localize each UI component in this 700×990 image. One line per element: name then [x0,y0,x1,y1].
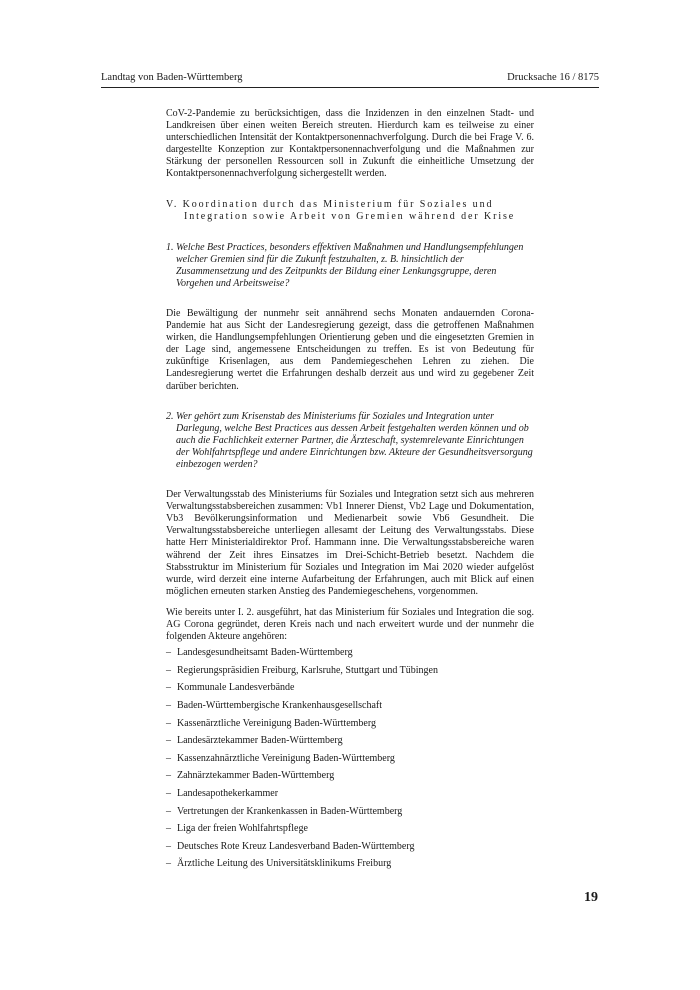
list-item [166,718,534,736]
list-dash: – [166,840,171,852]
list-dash: – [166,787,171,799]
list-item-text: Kassenärztliche Vereinigung Baden-Württemberg [177,717,377,729]
list-dash: – [166,647,171,659]
list-item-text: Regierungspräsidien Freiburg, Karlsruhe, Stuttgart und Tübingen [177,664,438,676]
list-dash: – [166,858,171,870]
list-item-text: Zahnärztekammer Baden-Württemberg [177,770,335,782]
page-number: 19 [584,890,598,905]
list-item [166,735,534,753]
list-dash: – [166,823,171,835]
list-item-text: Ärztliche Leitung des Universitätsklinikums Freiburg [177,858,392,870]
list-item-text: Kassenzahnärztliche Vereinigung Baden-Württemberg [177,752,395,764]
list-dash: – [166,805,171,817]
list-item [166,753,534,771]
header-left-title: Landtag von Baden-Württemberg [101,72,243,83]
section-heading-line1: V. Koordination durch das Ministerium für Soziales und [166,198,494,210]
list-item [166,700,534,718]
intro-paragraph: CoV-2-Pandemie zu berücksichtigen, dass die Inzidenzen in den einzelnen Stadt- und Landkreisen über einen weiten Bereich streuten. Hierdurch kam es teilweise zu einer unterschiedlichen Intensität der Kontaktpersonennachverfolgung. Durch die bei Frage V. 6. dargestellte Konzeption zur Kontaktpersonennachverfolgung und die Maßnahmen zur Stärkung der personellen Ressourcen soll in Zukunft die einheitliche Umsetzung der Kontaktpersonennachverfolgung sichergestellt werden. [166,108,534,180]
question-1-number: 1. [166,241,174,253]
answer-2: Der Verwaltungsstab des Ministeriums für Soziales und Integration setzt sich aus mehreren Verwaltungsstabsbereichen zusammen: Vb1 Innerer Dienst, Vb2 Lage und Dokumentation, Vb3 Bevölkerungsinformation und Medienarbeit sowie Vb6 Gesundheit. Die Verwaltungsstabsbereiche unterliegen allesamt der Leitung des Verwaltungsstabs. Diese hatte Herr Ministerialdirektor Prof. Hammann inne. Die Verwaltungsstabsbereiche waren während der Zeit ihres Einsatzes im Drei-Schicht-Betrieb besetzt. Nachdem die Stabsstruktur im Ministerium für Soziales und Integration im Mai 2020 wieder aufgelöst wurde, wird derzeit eine interne Aufarbeitung der Erfahrungen, auch mit Blick auf einen möglichen erneuten starken Anstieg des Pandemiegeschehens, vorgenommen. [166,489,534,597]
list-item [166,682,534,700]
list-item [166,841,534,859]
section-heading [166,199,534,224]
page-body [166,108,534,876]
list-dash: – [166,770,171,782]
page-header [101,72,599,84]
header-document-number: Drucksache 16 / 8175 [507,72,599,83]
header-rule [101,87,599,88]
list-dash: – [166,735,171,747]
list-item [166,858,534,876]
actors-list [166,647,534,876]
list-dash: – [166,664,171,676]
question-1-text: Welche Best Practices, besonders effektiven Maßnahmen und Handlungsempfehlungen welcher Gremien sind für die Zukunft festzuhalten, z. B. hinsichtlich der Zusammensetzung und des Zeitpunkts der Bildung einer Lenkungsgruppe, deren Vorgehen und Arbeitsweise? [176,241,524,289]
list-item-text: Landesapothekerkammer [177,787,279,799]
question-2-number: 2. [166,410,174,422]
list-item [166,647,534,665]
list-item-text: Deutsches Rote Kreuz Landesverband Baden-Württemberg [177,840,415,852]
list-item-text: Landesgesundheitsamt Baden-Württemberg [177,647,353,659]
list-dash: – [166,752,171,764]
list-item [166,770,534,788]
list-item [166,665,534,683]
list-item-text: Liga der freien Wohlfahrtspflege [177,823,308,835]
list-dash: – [166,717,171,729]
list-item-text: Baden-Württembergische Krankenhausgesellschaft [177,699,383,711]
answer-2-followup: Wie bereits unter I. 2. ausgeführt, hat das Ministerium für Soziales und Integration die sog. AG Corona gegründet, deren Kreis nach und nach erweitert wurde und der nunmehr die folgenden Akteure angehören: [166,606,534,643]
list-item [166,788,534,806]
question-2-text: Wer gehört zum Krisenstab des Ministeriums für Soziales und Integration unter Darlegung, welche Best Practices aus dessen Arbeit festgehalten werden können und ob auch die Fachlichkeit externer Partner, die Ärzteschaft, systemrelevante Einrichtungen der Wohlfahrtspflege und andere Einrichtungen bzw. Akteure der Gesundheitsversorgung einbezogen werden? [176,410,533,470]
question-2 [166,411,534,471]
list-dash: – [166,699,171,711]
question-1 [166,242,534,290]
section-heading-line2: Integration sowie Arbeit von Gremien während der Krise [184,211,516,223]
list-item-text: Vertretungen der Krankenkassen in Baden-Württemberg [177,805,403,817]
list-item-text: Landesärztekammer Baden-Württemberg [177,735,343,747]
list-item [166,806,534,824]
answer-1: Die Bewältigung der nunmehr seit annährend sechs Monaten andauernden Corona-Pandemie hat aus Sicht der Landesregierung gezeigt, dass die getroffenen Maßnahmen wirken, die Handlungsempfehlungen Orientierung geben und die eingesetzten Gremien in der Lage sind, angemessene Entscheidungen zu treffen. Es ist von Bedeutung für zukünftige Krisenlagen, aus dem Pandemiegeschehen Lehren zu ziehen. Die Landesregierung wertet die Erfahrungen deshalb derzeit aus und wird zu gegebener Zeit darüber berichten. [166,307,534,392]
list-item-text: Kommunale Landesverbände [177,682,295,694]
list-dash: – [166,682,171,694]
list-item [166,823,534,841]
